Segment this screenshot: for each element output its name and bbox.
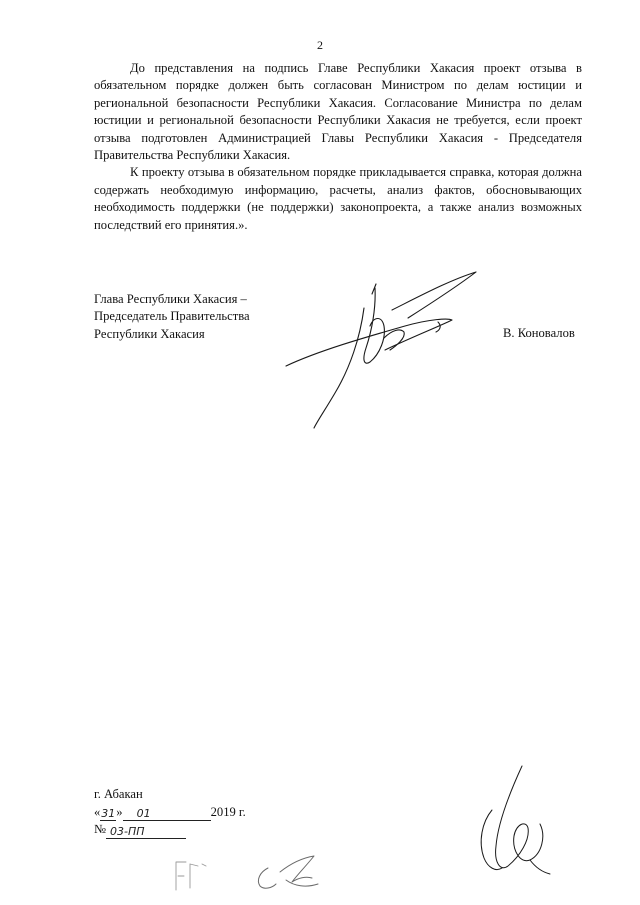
signatory-title xyxy=(94,291,250,343)
signatory-title-line-3: Республики Хакасия xyxy=(94,326,205,341)
number-label: № xyxy=(94,822,107,837)
signatory-name: В. Коновалов xyxy=(503,326,575,340)
document-number: 03-ПП xyxy=(106,825,186,839)
date-month: 01 xyxy=(123,807,211,821)
date-quote-close: » xyxy=(116,804,123,819)
date-quote-open: « xyxy=(94,804,101,819)
faint-stamp-mark xyxy=(172,850,332,895)
signatory-title-line-1: Глава Республики Хакасия – xyxy=(94,292,247,306)
document-footer xyxy=(94,786,246,839)
paragraph-approval: До представления на подпись Главе Республики Хакасия проект отзыва в обязательном порядке должен быть согласован Министром по делам юстиции и региональной безопасности Республики Хакасия. Согласование Министра по делам юстиции и региональной безопасности Республики Хакасия не требуется, если проект отзыва подготовлен Администрацией Главы Республики Хакасия - Председателя Правительства Республики Хакасия. xyxy=(94,61,582,163)
date-day: 31 xyxy=(101,807,116,821)
date-year: 2019 г. xyxy=(210,804,246,819)
footer-number xyxy=(94,821,246,839)
signatory-title-line-2: Председатель Правительства xyxy=(94,309,250,324)
paragraph-attachment: К проекту отзыва в обязательном порядке прикладывается справка, которая должна содержать необходимую информацию, расчеты, анализ фактов, обосновывающих необходимость поддержки (не поддержки) законопроекта, а также анализ возможных последствий его принятия.». xyxy=(94,165,582,232)
footer-city: г. Абакан xyxy=(94,787,143,801)
handwritten-signature xyxy=(280,268,480,433)
document-body xyxy=(94,60,582,234)
handwritten-initial-mark xyxy=(470,762,560,882)
footer-date xyxy=(94,804,246,822)
page-number: 2 xyxy=(317,38,323,52)
